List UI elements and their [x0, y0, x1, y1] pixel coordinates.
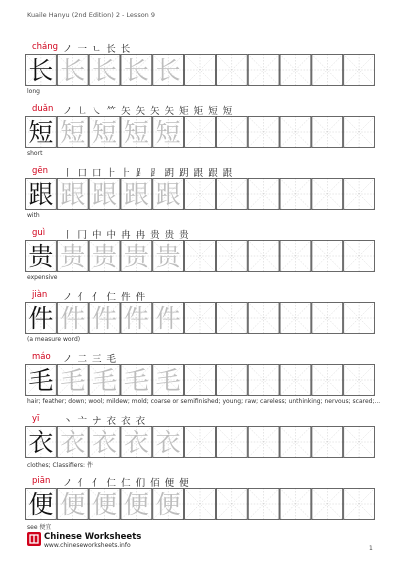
trace-character: 便	[155, 490, 181, 519]
grid-cell[interactable]	[152, 426, 184, 458]
grid-cell[interactable]	[184, 240, 216, 272]
grid-cell[interactable]	[120, 54, 152, 86]
grid-cell[interactable]	[120, 178, 152, 210]
trace-character: 跟	[60, 180, 86, 209]
trace-character: 长	[155, 56, 181, 85]
trace-character: 便	[92, 490, 118, 519]
pinyin-label: cháng	[32, 42, 59, 52]
grid-cell[interactable]	[343, 488, 375, 520]
grid-cell[interactable]	[152, 178, 184, 210]
grid-cell[interactable]	[248, 302, 280, 334]
meaning-text: with	[27, 212, 40, 219]
grid-cell[interactable]	[280, 364, 312, 396]
chinese-worksheets-logo-icon	[27, 532, 41, 546]
grid-cell[interactable]	[280, 426, 312, 458]
grid-cell[interactable]	[120, 364, 152, 396]
pinyin-label: guì	[32, 228, 46, 238]
grid-cell[interactable]	[89, 54, 121, 86]
grid-cell[interactable]	[120, 116, 152, 148]
model-character: 毛	[28, 366, 54, 395]
grid-cell[interactable]	[311, 178, 343, 210]
character-entry	[25, 166, 375, 228]
grid-cell[interactable]	[216, 488, 248, 520]
grid-cell	[25, 54, 57, 86]
trace-character: 短	[60, 118, 86, 147]
grid-cell[interactable]	[57, 488, 89, 520]
grid-cell[interactable]	[311, 302, 343, 334]
grid-cell[interactable]	[248, 426, 280, 458]
grid-cell[interactable]	[152, 54, 184, 86]
pinyin-label: máo	[32, 352, 51, 362]
grid-cell[interactable]	[248, 178, 280, 210]
grid-cell[interactable]	[89, 488, 121, 520]
character-entry	[25, 42, 375, 104]
grid-cell	[25, 302, 57, 334]
trace-character: 贵	[92, 242, 118, 271]
grid-cell	[25, 488, 57, 520]
grid-cell[interactable]	[152, 240, 184, 272]
practice-grid	[25, 54, 375, 86]
meaning-text: long	[27, 88, 40, 95]
stroke-order: ノ 二 三 毛	[63, 354, 118, 365]
grid-cell[interactable]	[311, 364, 343, 396]
trace-character: 长	[123, 56, 149, 85]
grid-cell[interactable]	[280, 116, 312, 148]
grid-cell[interactable]	[57, 54, 89, 86]
grid-cell[interactable]	[343, 54, 375, 86]
grid-cell[interactable]	[57, 240, 89, 272]
trace-character: 件	[155, 304, 181, 333]
practice-grid	[25, 488, 375, 520]
trace-character: 衣	[123, 428, 149, 457]
trace-character: 件	[123, 304, 149, 333]
grid-cell[interactable]	[311, 116, 343, 148]
grid-cell[interactable]	[120, 302, 152, 334]
practice-grid	[25, 364, 375, 396]
stroke-order: ノ 一 ㄴ 长 长	[63, 44, 132, 55]
grid-cell[interactable]	[343, 116, 375, 148]
grid-cell[interactable]	[343, 302, 375, 334]
grid-cell[interactable]	[184, 302, 216, 334]
practice-grid	[25, 302, 375, 334]
grid-cell[interactable]	[57, 364, 89, 396]
meaning-text: hair; feather; down; wool; mildew; mold; coarse or semifinished; young; raw; careless; unthinking; nervous; scared;...	[27, 398, 381, 405]
grid-cell[interactable]	[343, 178, 375, 210]
grid-cell	[25, 240, 57, 272]
stroke-order: 丨 冂 中 中 冉 冉 贵 贵 贵	[63, 230, 190, 241]
grid-cell[interactable]	[248, 54, 280, 86]
grid-cell[interactable]	[184, 488, 216, 520]
trace-character: 毛	[60, 366, 86, 395]
grid-cell	[25, 426, 57, 458]
grid-cell[interactable]	[216, 364, 248, 396]
grid-cell[interactable]	[89, 426, 121, 458]
grid-cell[interactable]	[216, 54, 248, 86]
character-entry	[25, 104, 375, 166]
meaning-text: clothes; Classifiers: 件	[27, 462, 93, 469]
practice-grid	[25, 178, 375, 210]
stroke-order: ノ 亻 亻 仁 仁 们 佰 便 便	[63, 478, 190, 489]
grid-cell[interactable]	[280, 302, 312, 334]
practice-grid	[25, 116, 375, 148]
stroke-order: 丨 口 口 ⺊ ⺊ ⻊ ⻊ 跀 跀 跟 跟 跟	[63, 168, 234, 179]
grid-cell[interactable]	[216, 302, 248, 334]
trace-character: 便	[60, 490, 86, 519]
trace-character: 衣	[92, 428, 118, 457]
trace-character: 贵	[60, 242, 86, 271]
grid-cell[interactable]	[216, 240, 248, 272]
trace-character: 毛	[92, 366, 118, 395]
trace-character: 便	[123, 490, 149, 519]
character-entry	[25, 290, 375, 352]
model-character: 贵	[28, 242, 54, 271]
grid-cell[interactable]	[184, 364, 216, 396]
trace-character: 短	[155, 118, 181, 147]
grid-cell[interactable]	[120, 426, 152, 458]
grid-cell[interactable]	[89, 364, 121, 396]
model-character: 短	[28, 118, 54, 147]
pinyin-label: gēn	[32, 166, 49, 176]
grid-cell[interactable]	[311, 240, 343, 272]
trace-character: 短	[123, 118, 149, 147]
trace-character: 跟	[155, 180, 181, 209]
pinyin-label: piān	[32, 476, 51, 486]
grid-cell[interactable]	[152, 116, 184, 148]
grid-cell[interactable]	[280, 240, 312, 272]
model-character: 件	[28, 304, 54, 333]
grid-cell[interactable]	[89, 302, 121, 334]
grid-cell[interactable]	[216, 116, 248, 148]
grid-cell[interactable]	[343, 426, 375, 458]
grid-cell[interactable]	[280, 54, 312, 86]
stroke-order: ノ 亻 亻 仁 件 件	[63, 292, 147, 303]
trace-character: 长	[92, 56, 118, 85]
trace-character: 件	[60, 304, 86, 333]
trace-character: 贵	[123, 242, 149, 271]
grid-cell[interactable]	[89, 178, 121, 210]
grid-cell[interactable]	[57, 116, 89, 148]
grid-cell[interactable]	[120, 240, 152, 272]
grid-cell[interactable]	[311, 426, 343, 458]
grid-cell[interactable]	[280, 178, 312, 210]
model-character: 跟	[28, 180, 54, 209]
trace-character: 跟	[123, 180, 149, 209]
practice-grid	[25, 426, 375, 458]
grid-cell[interactable]	[57, 178, 89, 210]
grid-cell[interactable]	[184, 178, 216, 210]
character-entry	[25, 414, 375, 476]
meaning-text: (a measure word)	[27, 336, 81, 343]
pinyin-label: yī	[32, 414, 40, 424]
grid-cell[interactable]	[248, 116, 280, 148]
trace-character: 跟	[92, 180, 118, 209]
grid-cell[interactable]	[216, 426, 248, 458]
grid-cell[interactable]	[248, 240, 280, 272]
footer-brand: Chinese Worksheets	[44, 532, 142, 542]
grid-cell[interactable]	[343, 240, 375, 272]
trace-character: 毛	[123, 366, 149, 395]
grid-cell[interactable]	[184, 116, 216, 148]
meaning-text: short	[27, 150, 43, 157]
model-character: 便	[28, 490, 54, 519]
grid-cell[interactable]	[152, 488, 184, 520]
meaning-text: expensive	[27, 274, 58, 281]
grid-cell	[25, 364, 57, 396]
practice-grid	[25, 240, 375, 272]
character-entry	[25, 228, 375, 290]
footer-url: www.chineseworksheets.info	[44, 542, 131, 549]
pinyin-label: duǎn	[32, 104, 54, 114]
grid-cell[interactable]	[89, 116, 121, 148]
pinyin-label: jiàn	[32, 290, 48, 300]
grid-cell[interactable]	[311, 488, 343, 520]
page-header: Kuaile Hanyu (2nd Edition) 2 - Lesson 9	[27, 11, 156, 19]
trace-character: 衣	[60, 428, 86, 457]
page-number: 1	[369, 545, 373, 552]
character-entry	[25, 476, 375, 538]
trace-character: 衣	[155, 428, 181, 457]
grid-cell[interactable]	[89, 240, 121, 272]
grid-cell[interactable]	[184, 426, 216, 458]
grid-cell[interactable]	[343, 364, 375, 396]
stroke-order: ノ ㇗ ㇏ ⺮ 矢 矢 矢 矢 矩 矩 短 短	[63, 106, 234, 117]
grid-cell[interactable]	[311, 54, 343, 86]
grid-cell[interactable]	[152, 302, 184, 334]
grid-cell[interactable]	[57, 426, 89, 458]
grid-cell[interactable]	[57, 302, 89, 334]
grid-cell[interactable]	[152, 364, 184, 396]
trace-character: 长	[60, 56, 86, 85]
meaning-text: see 便宜	[27, 524, 52, 531]
grid-cell[interactable]	[280, 488, 312, 520]
grid-cell[interactable]	[184, 54, 216, 86]
trace-character: 毛	[155, 366, 181, 395]
trace-character: 短	[92, 118, 118, 147]
grid-cell[interactable]	[248, 488, 280, 520]
character-entry	[25, 352, 381, 414]
model-character: 长	[28, 56, 54, 85]
grid-cell[interactable]	[216, 178, 248, 210]
trace-character: 件	[92, 304, 118, 333]
grid-cell	[25, 178, 57, 210]
grid-cell[interactable]	[248, 364, 280, 396]
model-character: 衣	[28, 428, 54, 457]
stroke-order: 丶 亠 ナ 衣 衣 衣	[63, 416, 147, 427]
trace-character: 贵	[155, 242, 181, 271]
grid-cell	[25, 116, 57, 148]
grid-cell[interactable]	[120, 488, 152, 520]
